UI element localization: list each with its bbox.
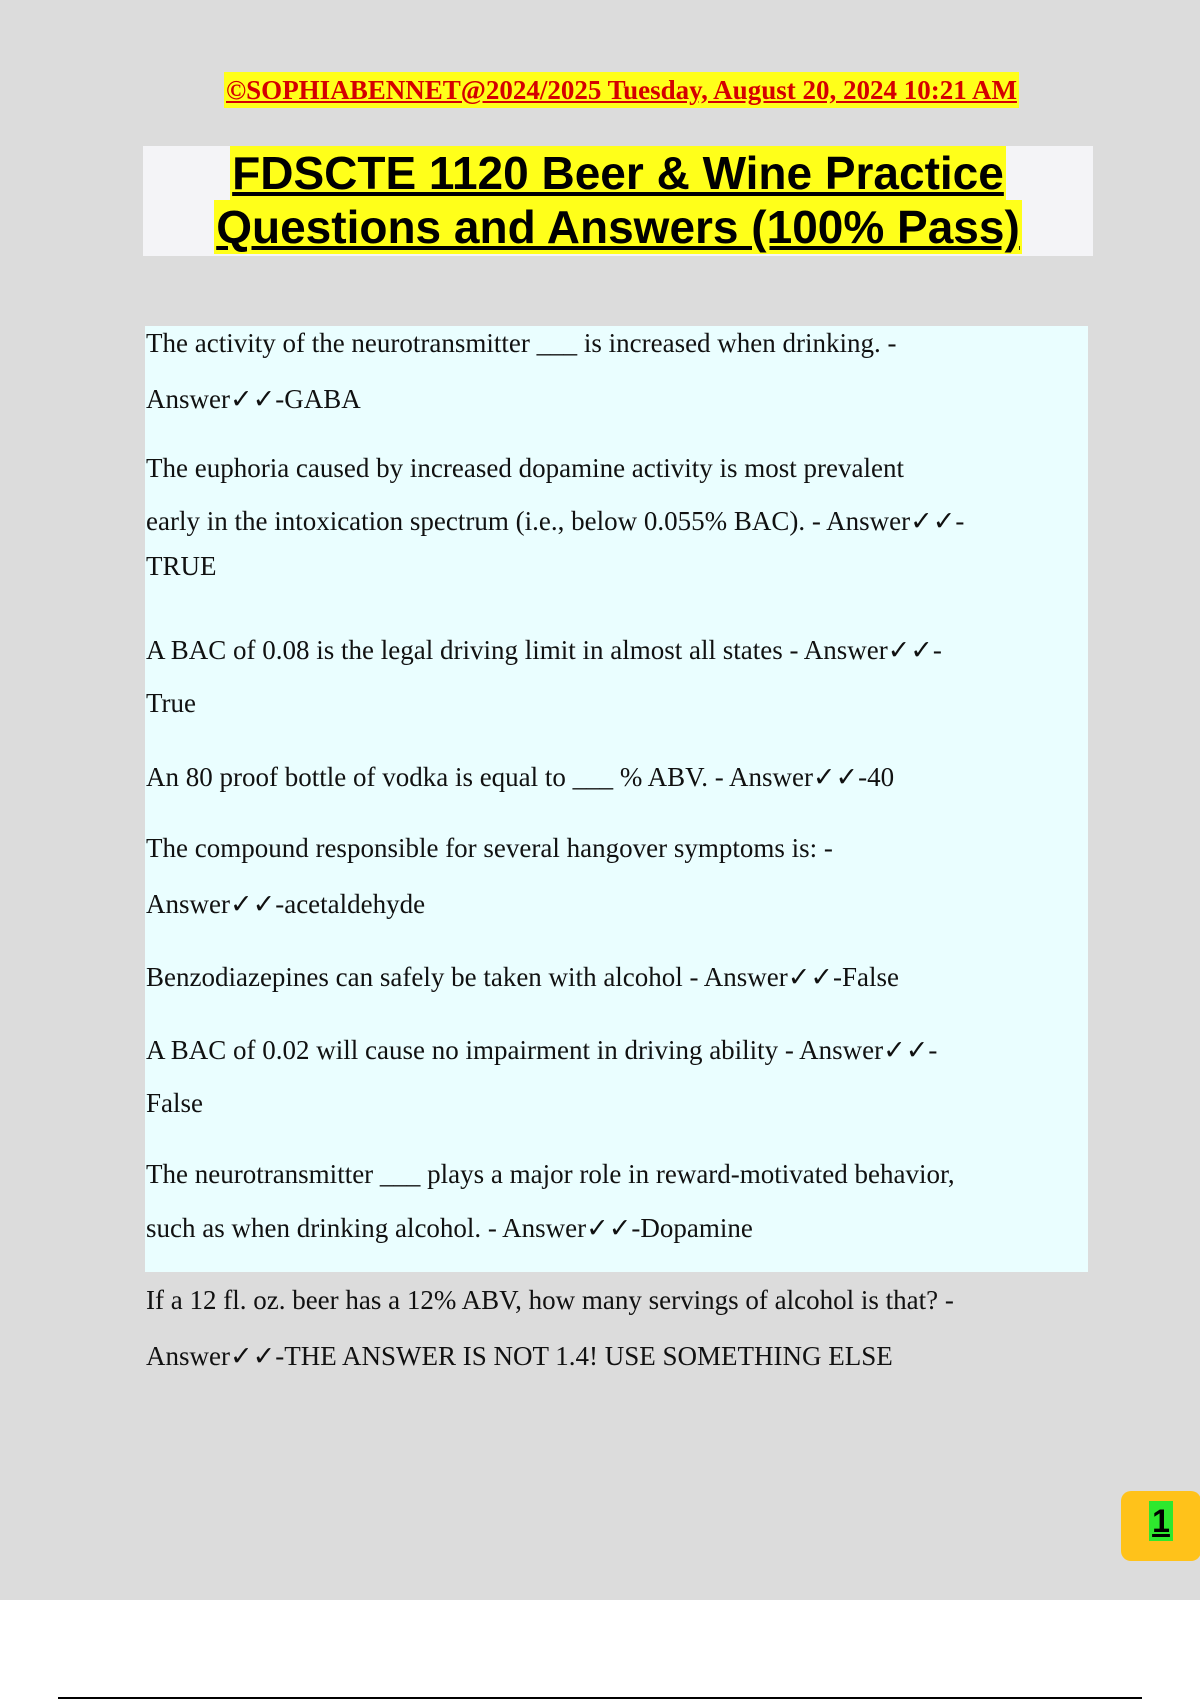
qa-line: A BAC of 0.02 will cause no impairment in driving ability - Answer✓✓- bbox=[146, 1035, 938, 1065]
page-number-badge[interactable] bbox=[1121, 1491, 1200, 1561]
bottom-divider bbox=[58, 1697, 1142, 1699]
qa-item bbox=[146, 442, 1096, 588]
qa-line: such as when drinking alcohol. - Answer✓✓-Dopamine bbox=[146, 1213, 753, 1243]
document-title bbox=[143, 146, 1093, 256]
page-number: 1 bbox=[1149, 1501, 1173, 1541]
qa-item bbox=[146, 315, 1096, 427]
qa-item bbox=[146, 1272, 1096, 1384]
qa-line: TRUE bbox=[146, 551, 217, 581]
qa-item bbox=[146, 1024, 1096, 1130]
qa-line: early in the intoxication spectrum (i.e., below 0.055% BAC). - Answer✓✓- bbox=[146, 506, 965, 536]
qa-item bbox=[146, 624, 1096, 730]
qa-item bbox=[146, 749, 1096, 805]
qa-line: True bbox=[146, 688, 197, 718]
qa-line: Answer✓✓-acetaldehyde bbox=[146, 889, 426, 919]
qa-line: Answer✓✓-THE ANSWER IS NOT 1.4! USE SOMETHING ELSE bbox=[146, 1341, 893, 1371]
qa-item bbox=[146, 949, 1096, 1005]
qa-item bbox=[146, 820, 1096, 932]
qa-line: The neurotransmitter ___ plays a major role in reward-motivated behavior, bbox=[146, 1159, 955, 1189]
qa-item bbox=[146, 1147, 1096, 1255]
qa-line: An 80 proof bottle of vodka is equal to ___ % ABV. - Answer✓✓-40 bbox=[146, 762, 895, 792]
qa-line: Answer✓✓-GABA bbox=[146, 384, 361, 414]
title-line-1: FDSCTE 1120 Beer & Wine Practice bbox=[232, 147, 1004, 199]
qa-line: The euphoria caused by increased dopamine activity is most prevalent bbox=[146, 453, 904, 483]
copyright-timestamp: ©SOPHIABENNET@2024/2025 Tuesday, August 20, 2024 10:21 AM bbox=[224, 72, 1019, 108]
qa-line: The compound responsible for several hangover symptoms is: - bbox=[146, 833, 833, 863]
qa-line: False bbox=[146, 1088, 203, 1118]
title-line-2: Questions and Answers (100% Pass) bbox=[216, 201, 1020, 253]
qa-line: If a 12 fl. oz. beer has a 12% ABV, how many servings of alcohol is that? - bbox=[146, 1285, 954, 1315]
qa-line: Benzodiazepines can safely be taken with alcohol - Answer✓✓-False bbox=[146, 962, 899, 992]
qa-line: The activity of the neurotransmitter ___ is increased when drinking. - bbox=[146, 328, 897, 358]
qa-line: A BAC of 0.08 is the legal driving limit in almost all states - Answer✓✓- bbox=[146, 635, 942, 665]
